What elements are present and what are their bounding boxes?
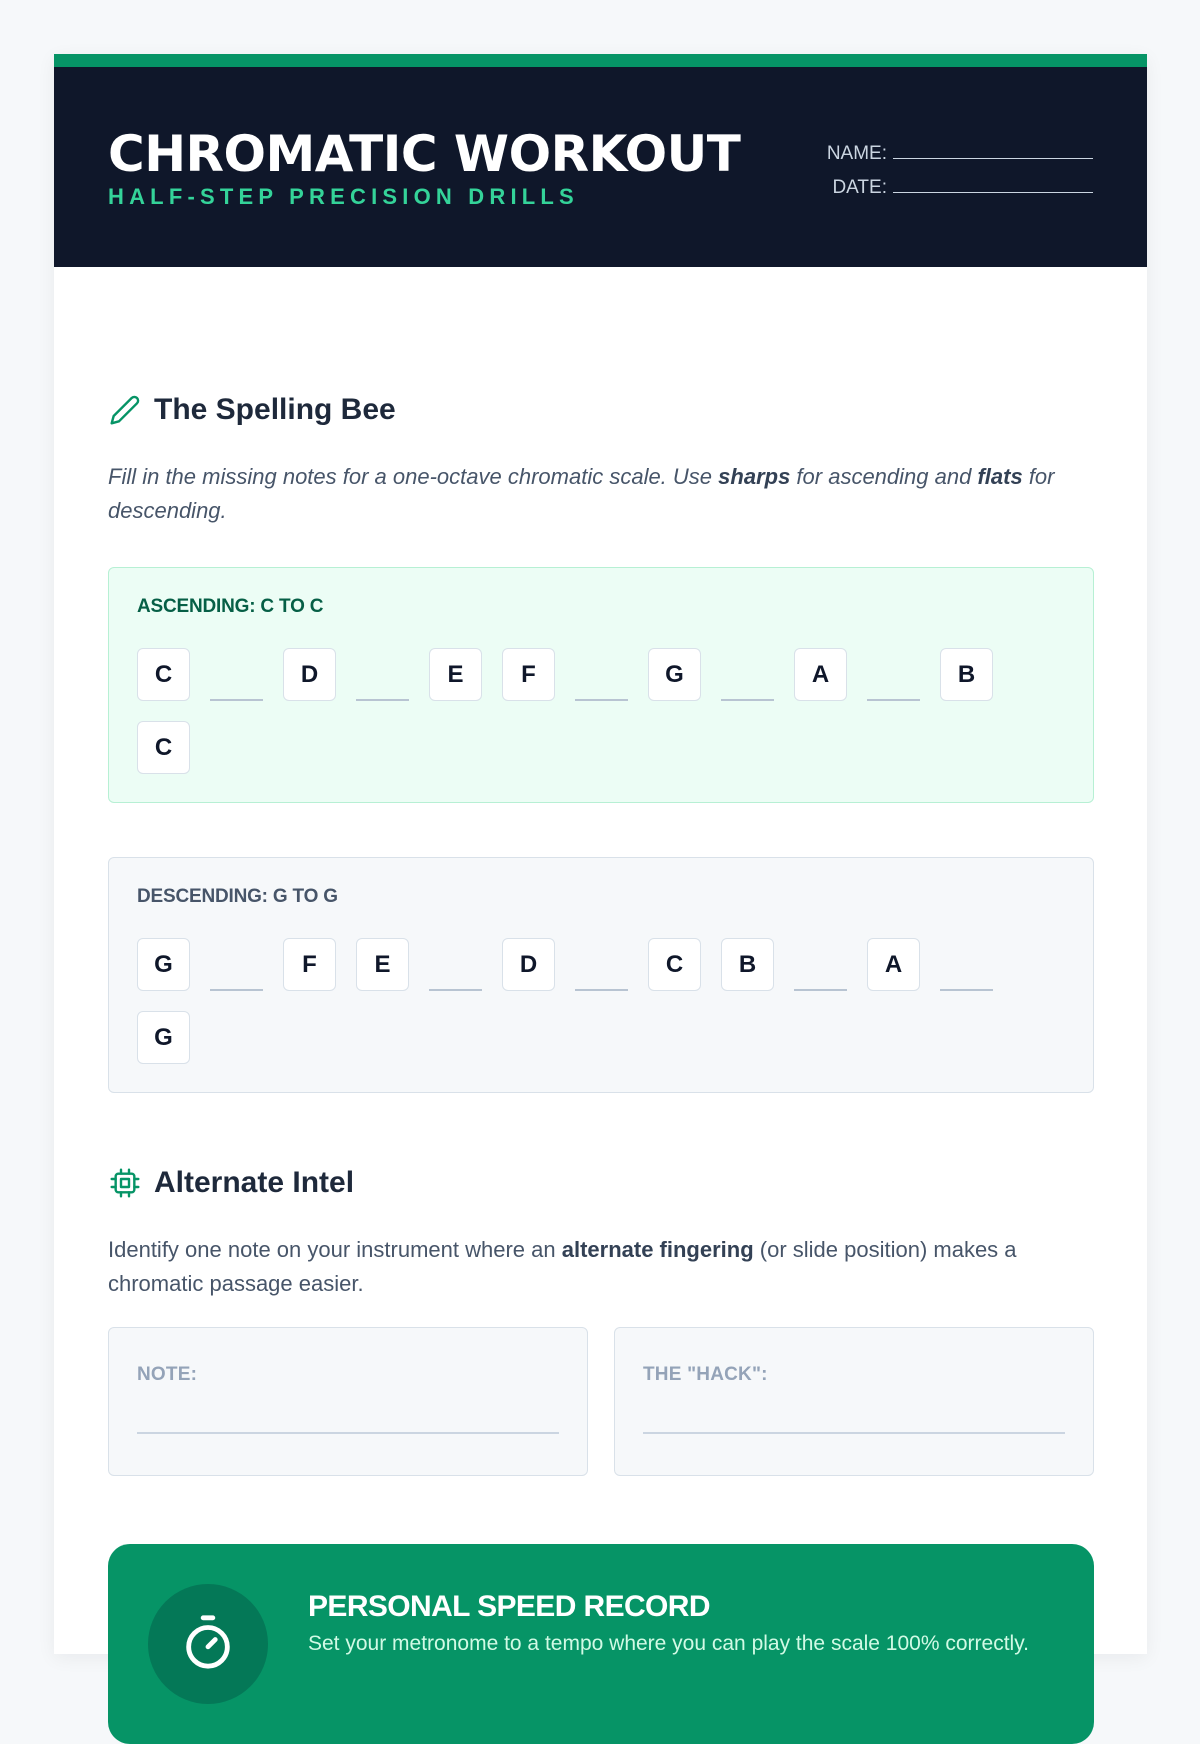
descending-label: DESCENDING: G TO G bbox=[137, 886, 338, 907]
speed-record-banner bbox=[108, 1544, 1094, 1744]
ascending-blank-10[interactable] bbox=[867, 648, 920, 701]
section-spelling-bee-heading bbox=[108, 390, 396, 430]
ascending-blank-1[interactable] bbox=[210, 648, 263, 701]
note-field-box bbox=[108, 1327, 588, 1476]
ascending-blank-3[interactable] bbox=[356, 648, 409, 701]
ascending-note-4: E bbox=[429, 648, 482, 701]
header bbox=[54, 67, 1147, 267]
section-title: Alternate Intel bbox=[154, 1166, 355, 1199]
instruction-text: for ascending and bbox=[790, 464, 978, 489]
ascending-panel bbox=[108, 567, 1094, 803]
stopwatch-icon bbox=[179, 1613, 237, 1676]
instruction-text: for descending. bbox=[108, 464, 1055, 523]
descending-note-2: F bbox=[283, 938, 336, 991]
page-title: CHROMATIC WORKOUT bbox=[108, 125, 741, 183]
ascending-note-2: D bbox=[283, 648, 336, 701]
section-alternate-intel-heading bbox=[108, 1163, 354, 1203]
instruction-text: (or slide position) makes a chromatic passage easier. bbox=[108, 1237, 1017, 1296]
name-row bbox=[827, 137, 1093, 171]
name-label: NAME: bbox=[826, 143, 887, 164]
hack-field-box bbox=[614, 1327, 1094, 1476]
ascending-note-12: C bbox=[137, 721, 190, 774]
instruction-emphasis: alternate fingering bbox=[561, 1237, 754, 1262]
descending-blank-9[interactable] bbox=[794, 938, 847, 991]
spelling-bee-instructions bbox=[108, 460, 1094, 528]
date-label: DATE: bbox=[832, 177, 887, 198]
chip-icon bbox=[108, 1166, 142, 1200]
ascending-note-11: B bbox=[940, 648, 993, 701]
student-info bbox=[827, 137, 1093, 205]
pencil-icon bbox=[108, 393, 142, 427]
speed-record-title: PERSONAL SPEED RECORD bbox=[308, 1590, 710, 1623]
alternate-intel-instructions bbox=[108, 1233, 1094, 1301]
ascending-blank-8[interactable] bbox=[721, 648, 774, 701]
name-field[interactable] bbox=[893, 139, 1093, 159]
note-input[interactable] bbox=[137, 1432, 559, 1434]
ascending-label: ASCENDING: C TO C bbox=[137, 596, 324, 617]
date-row bbox=[827, 171, 1093, 205]
descending-note-7: C bbox=[648, 938, 701, 991]
section-title: The Spelling Bee bbox=[154, 393, 396, 426]
descending-note-3: E bbox=[356, 938, 409, 991]
note-label: NOTE: bbox=[137, 1364, 198, 1385]
instruction-text: Fill in the missing notes for a one-octave chromatic scale. Use bbox=[108, 464, 719, 489]
ascending-notes bbox=[137, 648, 1017, 774]
page-subtitle: HALF-STEP PRECISION DRILLS bbox=[108, 184, 579, 209]
ascending-note-5: F bbox=[502, 648, 555, 701]
descending-note-0: G bbox=[137, 938, 190, 991]
instruction-text: Identify one note on your instrument where an bbox=[108, 1237, 562, 1262]
hack-label: THE "HACK": bbox=[643, 1364, 768, 1385]
speed-record-description: Set your metronome to a tempo where you can play the scale 100% correctly. bbox=[308, 1632, 1029, 1655]
instruction-emphasis: flats bbox=[977, 464, 1023, 489]
instruction-emphasis: sharps bbox=[718, 464, 791, 489]
descending-blank-4[interactable] bbox=[429, 938, 482, 991]
descending-blank-6[interactable] bbox=[575, 938, 628, 991]
hack-input[interactable] bbox=[643, 1432, 1065, 1434]
descending-note-8: B bbox=[721, 938, 774, 991]
descending-blank-1[interactable] bbox=[210, 938, 263, 991]
descending-note-10: A bbox=[867, 938, 920, 991]
descending-panel bbox=[108, 857, 1094, 1093]
descending-note-5: D bbox=[502, 938, 555, 991]
descending-note-12: G bbox=[137, 1011, 190, 1064]
ascending-blank-6[interactable] bbox=[575, 648, 628, 701]
descending-notes bbox=[137, 938, 1017, 1064]
ascending-note-0: C bbox=[137, 648, 190, 701]
worksheet bbox=[54, 54, 1147, 1654]
ascending-note-9: A bbox=[794, 648, 847, 701]
ascending-note-7: G bbox=[648, 648, 701, 701]
date-field[interactable] bbox=[893, 173, 1093, 193]
stopwatch-badge bbox=[148, 1584, 268, 1704]
descending-blank-11[interactable] bbox=[940, 938, 993, 991]
